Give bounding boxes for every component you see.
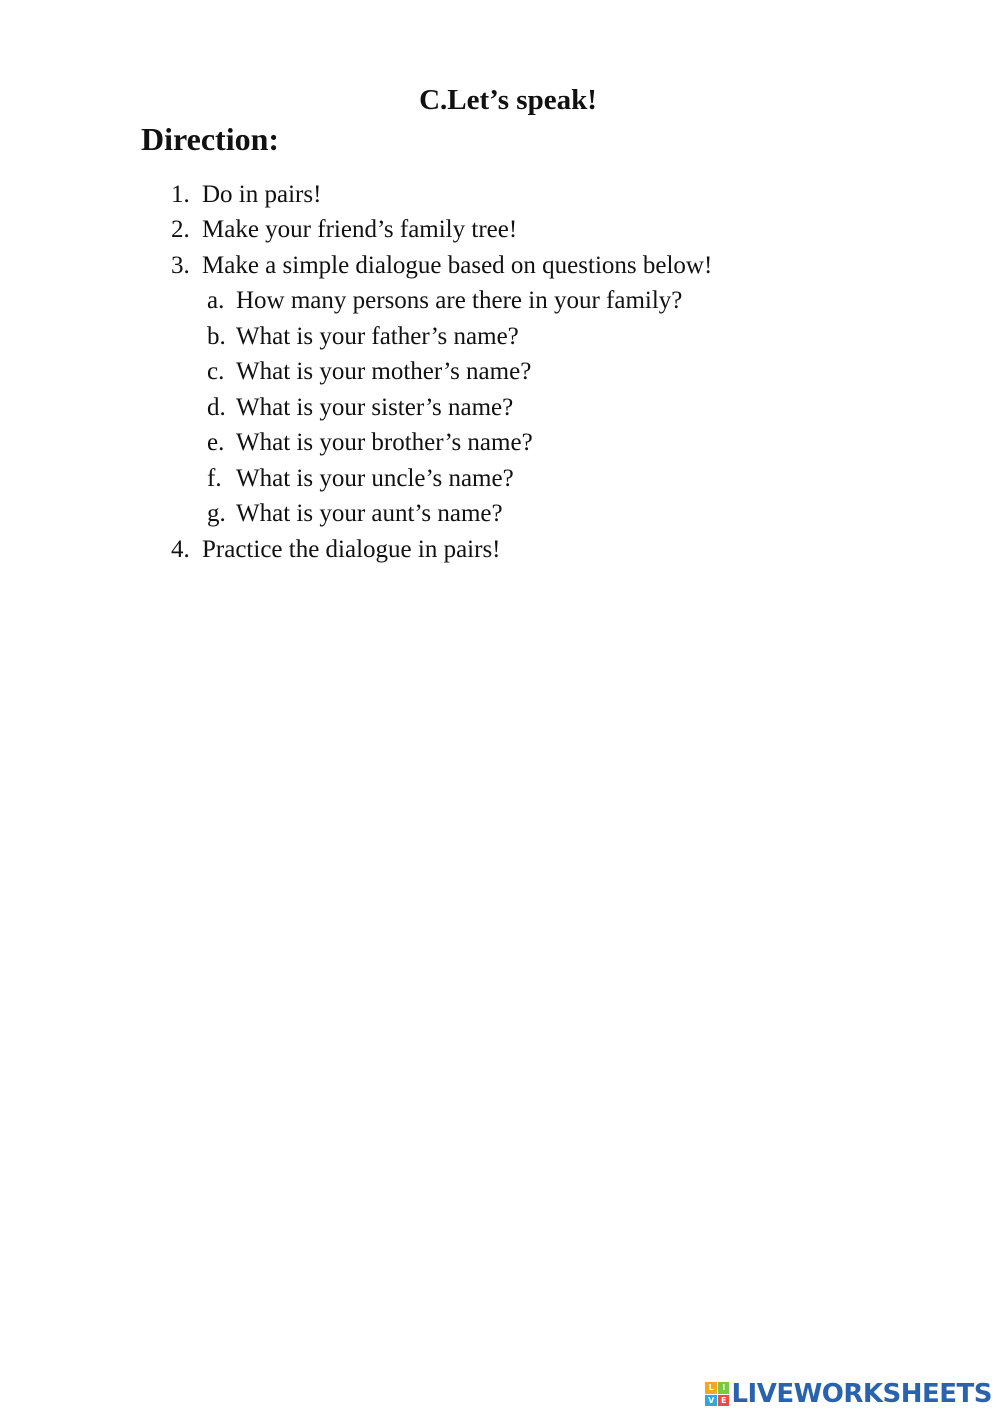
question-letter: e. — [207, 429, 225, 456]
step-number: 2. — [171, 216, 190, 243]
page-title: C.Let’s speak! — [419, 84, 597, 116]
question-letter: a. — [207, 287, 225, 314]
step-text: Practice the dialogue in pairs! — [202, 536, 501, 563]
step-number: 4. — [171, 536, 190, 563]
question-text: What is your aunt’s name? — [236, 500, 503, 527]
question-letter: d. — [207, 394, 226, 421]
logo-mark-letter: I — [718, 1382, 730, 1394]
logo-mark-letter: V — [705, 1395, 717, 1407]
question-text: What is your sister’s name? — [236, 394, 514, 421]
question-text: What is your uncle’s name? — [236, 465, 514, 492]
question-letter: c. — [207, 358, 225, 385]
question-text: What is your mother’s name? — [236, 358, 532, 385]
logo-mark-letter: L — [705, 1382, 717, 1394]
question-text: What is your father’s name? — [236, 323, 519, 350]
question-text: How many persons are there in your family? — [236, 287, 683, 314]
logo-text: LIVEWORKSHEETS — [731, 1379, 992, 1409]
step-text: Make a simple dialogue based on questions below! — [202, 252, 713, 279]
step-number: 3. — [171, 252, 190, 279]
step-number: 1. — [171, 181, 190, 208]
question-text: What is your brother’s name? — [236, 429, 533, 456]
step-text: Make your friend’s family tree! — [202, 216, 518, 243]
liveworksheets-logo[interactable] — [705, 1379, 992, 1409]
question-letter: f. — [207, 465, 222, 492]
question-letter: g. — [207, 500, 226, 527]
question-letter: b. — [207, 323, 226, 350]
step-text: Do in pairs! — [202, 181, 322, 208]
direction-heading: Direction: — [141, 121, 280, 157]
logo-mark-letter: E — [718, 1395, 730, 1407]
liveworksheets-mark-icon — [705, 1382, 729, 1406]
